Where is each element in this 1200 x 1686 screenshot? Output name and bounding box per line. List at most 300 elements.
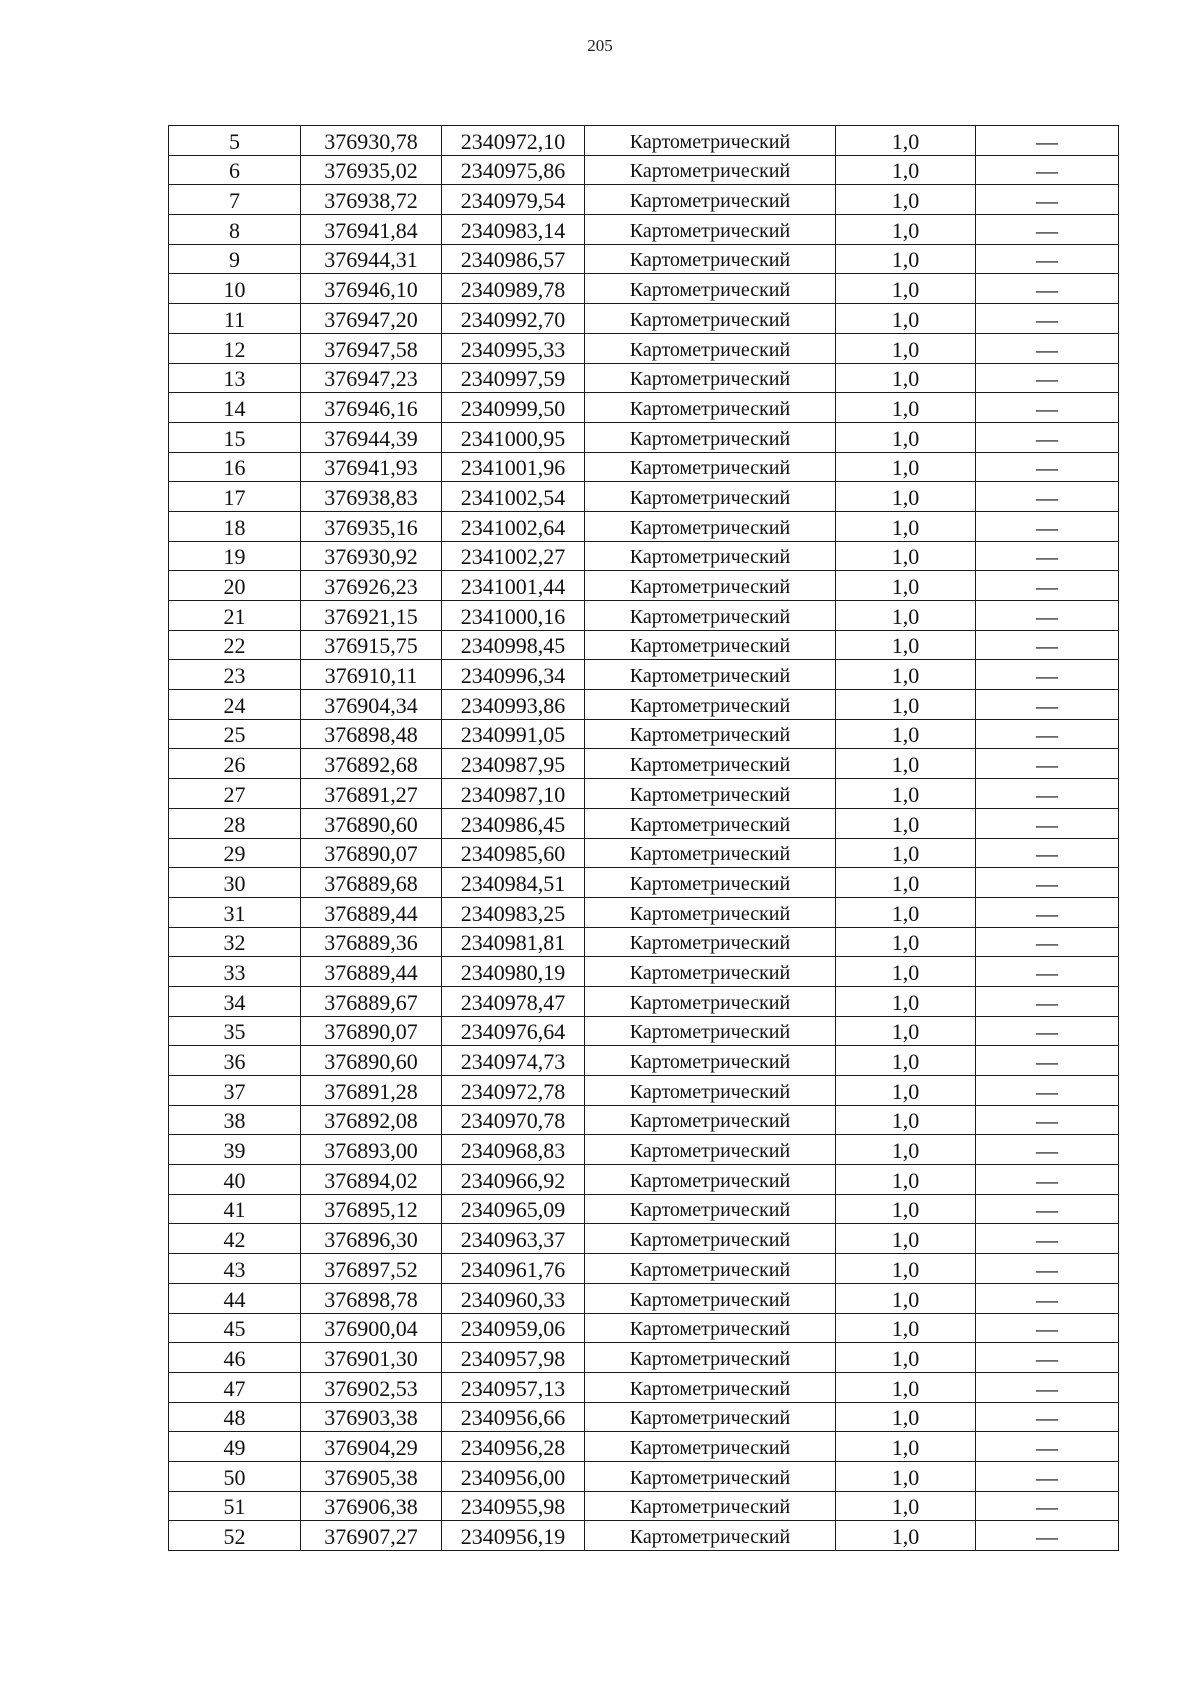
y-coordinate-cell: 2340987,10 [442, 779, 585, 809]
method-cell: Картометрический [585, 304, 836, 334]
dash-cell: — [976, 1491, 1119, 1521]
point-number-cell: 46 [169, 1343, 301, 1373]
method-cell: Картометрический [585, 571, 836, 601]
accuracy-cell: 1,0 [836, 215, 976, 245]
point-number-cell: 9 [169, 244, 301, 274]
coordinates-table-body [169, 126, 1119, 1551]
point-number-cell: 42 [169, 1224, 301, 1254]
method-cell: Картометрический [585, 927, 836, 957]
method-cell: Картометрический [585, 333, 836, 363]
method-cell: Картометрический [585, 126, 836, 156]
accuracy-cell: 1,0 [836, 274, 976, 304]
point-number-cell: 24 [169, 690, 301, 720]
method-cell: Картометрический [585, 452, 836, 482]
x-coordinate-cell: 376946,10 [301, 274, 442, 304]
method-cell: Картометрический [585, 511, 836, 541]
dash-cell: — [976, 1135, 1119, 1165]
method-cell: Картометрический [585, 1372, 836, 1402]
dash-cell: — [976, 1432, 1119, 1462]
dash-cell: — [976, 660, 1119, 690]
table-row [169, 986, 1119, 1016]
point-number-cell: 38 [169, 1105, 301, 1135]
y-coordinate-cell: 2340993,86 [442, 690, 585, 720]
y-coordinate-cell: 2340957,98 [442, 1343, 585, 1373]
dash-cell: — [976, 1402, 1119, 1432]
accuracy-cell: 1,0 [836, 1313, 976, 1343]
point-number-cell: 45 [169, 1313, 301, 1343]
x-coordinate-cell: 376889,44 [301, 897, 442, 927]
y-coordinate-cell: 2340986,57 [442, 244, 585, 274]
x-coordinate-cell: 376895,12 [301, 1194, 442, 1224]
dash-cell: — [976, 1521, 1119, 1551]
point-number-cell: 25 [169, 719, 301, 749]
accuracy-cell: 1,0 [836, 422, 976, 452]
y-coordinate-cell: 2340974,73 [442, 1046, 585, 1076]
y-coordinate-cell: 2340961,76 [442, 1254, 585, 1284]
table-row [169, 1046, 1119, 1076]
dash-cell: — [976, 333, 1119, 363]
y-coordinate-cell: 2340996,34 [442, 660, 585, 690]
accuracy-cell: 1,0 [836, 393, 976, 423]
y-coordinate-cell: 2340976,64 [442, 1016, 585, 1046]
method-cell: Картометрический [585, 1283, 836, 1313]
point-number-cell: 14 [169, 393, 301, 423]
point-number-cell: 50 [169, 1461, 301, 1491]
table-row [169, 215, 1119, 245]
accuracy-cell: 1,0 [836, 482, 976, 512]
dash-cell: — [976, 1105, 1119, 1135]
table-row [169, 601, 1119, 631]
y-coordinate-cell: 2340980,19 [442, 957, 585, 987]
method-cell: Картометрический [585, 1254, 836, 1284]
point-number-cell: 32 [169, 927, 301, 957]
point-number-cell: 41 [169, 1194, 301, 1224]
point-number-cell: 12 [169, 333, 301, 363]
point-number-cell: 17 [169, 482, 301, 512]
method-cell: Картометрический [585, 1343, 836, 1373]
method-cell: Картометрический [585, 808, 836, 838]
table-row [169, 482, 1119, 512]
accuracy-cell: 1,0 [836, 1105, 976, 1135]
point-number-cell: 7 [169, 185, 301, 215]
dash-cell: — [976, 957, 1119, 987]
method-cell: Картометрический [585, 393, 836, 423]
x-coordinate-cell: 376889,68 [301, 868, 442, 898]
x-coordinate-cell: 376890,07 [301, 838, 442, 868]
method-cell: Картометрический [585, 1461, 836, 1491]
accuracy-cell: 1,0 [836, 808, 976, 838]
y-coordinate-cell: 2340979,54 [442, 185, 585, 215]
x-coordinate-cell: 376897,52 [301, 1254, 442, 1284]
y-coordinate-cell: 2340981,81 [442, 927, 585, 957]
point-number-cell: 36 [169, 1046, 301, 1076]
method-cell: Картометрический [585, 749, 836, 779]
accuracy-cell: 1,0 [836, 779, 976, 809]
y-coordinate-cell: 2340992,70 [442, 304, 585, 334]
table-row [169, 1343, 1119, 1373]
x-coordinate-cell: 376930,92 [301, 541, 442, 571]
dash-cell: — [976, 1254, 1119, 1284]
y-coordinate-cell: 2340955,98 [442, 1491, 585, 1521]
method-cell: Картометрический [585, 719, 836, 749]
point-number-cell: 18 [169, 511, 301, 541]
method-cell: Картометрический [585, 541, 836, 571]
dash-cell: — [976, 690, 1119, 720]
x-coordinate-cell: 376915,75 [301, 630, 442, 660]
y-coordinate-cell: 2341002,54 [442, 482, 585, 512]
method-cell: Картометрический [585, 630, 836, 660]
point-number-cell: 10 [169, 274, 301, 304]
y-coordinate-cell: 2341000,16 [442, 601, 585, 631]
y-coordinate-cell: 2340970,78 [442, 1105, 585, 1135]
accuracy-cell: 1,0 [836, 986, 976, 1016]
accuracy-cell: 1,0 [836, 1254, 976, 1284]
y-coordinate-cell: 2340999,50 [442, 393, 585, 423]
accuracy-cell: 1,0 [836, 244, 976, 274]
y-coordinate-cell: 2340989,78 [442, 274, 585, 304]
method-cell: Картометрический [585, 1165, 836, 1195]
method-cell: Картометрический [585, 244, 836, 274]
accuracy-cell: 1,0 [836, 126, 976, 156]
x-coordinate-cell: 376907,27 [301, 1521, 442, 1551]
table-row [169, 927, 1119, 957]
method-cell: Картометрический [585, 1194, 836, 1224]
y-coordinate-cell: 2340963,37 [442, 1224, 585, 1254]
x-coordinate-cell: 376892,68 [301, 749, 442, 779]
dash-cell: — [976, 1016, 1119, 1046]
x-coordinate-cell: 376905,38 [301, 1461, 442, 1491]
table-row [169, 690, 1119, 720]
dash-cell: — [976, 422, 1119, 452]
dash-cell: — [976, 749, 1119, 779]
accuracy-cell: 1,0 [836, 749, 976, 779]
x-coordinate-cell: 376944,39 [301, 422, 442, 452]
point-number-cell: 27 [169, 779, 301, 809]
accuracy-cell: 1,0 [836, 333, 976, 363]
table-row [169, 808, 1119, 838]
point-number-cell: 31 [169, 897, 301, 927]
table-row [169, 1016, 1119, 1046]
y-coordinate-cell: 2341000,95 [442, 422, 585, 452]
table-row [169, 779, 1119, 809]
point-number-cell: 34 [169, 986, 301, 1016]
accuracy-cell: 1,0 [836, 155, 976, 185]
point-number-cell: 5 [169, 126, 301, 156]
accuracy-cell: 1,0 [836, 1194, 976, 1224]
dash-cell: — [976, 126, 1119, 156]
page-number: 205 [587, 36, 613, 55]
dash-cell: — [976, 601, 1119, 631]
table-row [169, 541, 1119, 571]
dash-cell: — [976, 1343, 1119, 1373]
table-row [169, 1432, 1119, 1462]
y-coordinate-cell: 2341002,64 [442, 511, 585, 541]
table-row [169, 660, 1119, 690]
y-coordinate-cell: 2340959,06 [442, 1313, 585, 1343]
x-coordinate-cell: 376935,02 [301, 155, 442, 185]
method-cell: Картометрический [585, 660, 836, 690]
method-cell: Картометрический [585, 482, 836, 512]
point-number-cell: 26 [169, 749, 301, 779]
point-number-cell: 23 [169, 660, 301, 690]
point-number-cell: 20 [169, 571, 301, 601]
accuracy-cell: 1,0 [836, 1224, 976, 1254]
table-row [169, 1521, 1119, 1551]
x-coordinate-cell: 376926,23 [301, 571, 442, 601]
x-coordinate-cell: 376896,30 [301, 1224, 442, 1254]
method-cell: Картометрический [585, 1224, 836, 1254]
table-row [169, 393, 1119, 423]
accuracy-cell: 1,0 [836, 1283, 976, 1313]
x-coordinate-cell: 376947,58 [301, 333, 442, 363]
y-coordinate-cell: 2340987,95 [442, 749, 585, 779]
y-coordinate-cell: 2340998,45 [442, 630, 585, 660]
table-row [169, 422, 1119, 452]
table-row [169, 749, 1119, 779]
point-number-cell: 19 [169, 541, 301, 571]
table-row [169, 1224, 1119, 1254]
accuracy-cell: 1,0 [836, 719, 976, 749]
dash-cell: — [976, 1283, 1119, 1313]
point-number-cell: 40 [169, 1165, 301, 1195]
x-coordinate-cell: 376941,93 [301, 452, 442, 482]
x-coordinate-cell: 376889,44 [301, 957, 442, 987]
accuracy-cell: 1,0 [836, 601, 976, 631]
dash-cell: — [976, 185, 1119, 215]
accuracy-cell: 1,0 [836, 571, 976, 601]
point-number-cell: 52 [169, 1521, 301, 1551]
x-coordinate-cell: 376938,72 [301, 185, 442, 215]
y-coordinate-cell: 2340956,00 [442, 1461, 585, 1491]
point-number-cell: 37 [169, 1076, 301, 1106]
table-row [169, 274, 1119, 304]
dash-cell: — [976, 541, 1119, 571]
x-coordinate-cell: 376889,36 [301, 927, 442, 957]
table-row [169, 1135, 1119, 1165]
table-row [169, 304, 1119, 334]
method-cell: Картометрический [585, 1313, 836, 1343]
table-row [169, 868, 1119, 898]
point-number-cell: 47 [169, 1372, 301, 1402]
accuracy-cell: 1,0 [836, 1135, 976, 1165]
table-row [169, 333, 1119, 363]
method-cell: Картометрический [585, 690, 836, 720]
point-number-cell: 43 [169, 1254, 301, 1284]
x-coordinate-cell: 376904,34 [301, 690, 442, 720]
x-coordinate-cell: 376898,78 [301, 1283, 442, 1313]
point-number-cell: 21 [169, 601, 301, 631]
method-cell: Картометрический [585, 155, 836, 185]
x-coordinate-cell: 376891,27 [301, 779, 442, 809]
method-cell: Картометрический [585, 897, 836, 927]
method-cell: Картометрический [585, 868, 836, 898]
x-coordinate-cell: 376904,29 [301, 1432, 442, 1462]
x-coordinate-cell: 376944,31 [301, 244, 442, 274]
x-coordinate-cell: 376946,16 [301, 393, 442, 423]
x-coordinate-cell: 376890,60 [301, 808, 442, 838]
y-coordinate-cell: 2340984,51 [442, 868, 585, 898]
table-row [169, 1313, 1119, 1343]
y-coordinate-cell: 2340983,14 [442, 215, 585, 245]
accuracy-cell: 1,0 [836, 1343, 976, 1373]
y-coordinate-cell: 2340985,60 [442, 838, 585, 868]
x-coordinate-cell: 376941,84 [301, 215, 442, 245]
x-coordinate-cell: 376891,28 [301, 1076, 442, 1106]
point-number-cell: 44 [169, 1283, 301, 1313]
method-cell: Картометрический [585, 957, 836, 987]
method-cell: Картометрический [585, 1016, 836, 1046]
x-coordinate-cell: 376910,11 [301, 660, 442, 690]
accuracy-cell: 1,0 [836, 630, 976, 660]
accuracy-cell: 1,0 [836, 927, 976, 957]
dash-cell: — [976, 482, 1119, 512]
y-coordinate-cell: 2340956,19 [442, 1521, 585, 1551]
accuracy-cell: 1,0 [836, 1165, 976, 1195]
x-coordinate-cell: 376892,08 [301, 1105, 442, 1135]
point-number-cell: 15 [169, 422, 301, 452]
accuracy-cell: 1,0 [836, 185, 976, 215]
table-row [169, 1076, 1119, 1106]
x-coordinate-cell: 376898,48 [301, 719, 442, 749]
dash-cell: — [976, 897, 1119, 927]
y-coordinate-cell: 2341001,96 [442, 452, 585, 482]
y-coordinate-cell: 2340957,13 [442, 1372, 585, 1402]
point-number-cell: 6 [169, 155, 301, 185]
y-coordinate-cell: 2340983,25 [442, 897, 585, 927]
method-cell: Картометрический [585, 1076, 836, 1106]
x-coordinate-cell: 376947,23 [301, 363, 442, 393]
y-coordinate-cell: 2340972,78 [442, 1076, 585, 1106]
table-row [169, 1165, 1119, 1195]
accuracy-cell: 1,0 [836, 304, 976, 334]
point-number-cell: 28 [169, 808, 301, 838]
point-number-cell: 39 [169, 1135, 301, 1165]
dash-cell: — [976, 244, 1119, 274]
method-cell: Картометрический [585, 1402, 836, 1432]
method-cell: Картометрический [585, 215, 836, 245]
method-cell: Картометрический [585, 1432, 836, 1462]
x-coordinate-cell: 376901,30 [301, 1343, 442, 1373]
x-coordinate-cell: 376947,20 [301, 304, 442, 334]
table-row [169, 1194, 1119, 1224]
point-number-cell: 16 [169, 452, 301, 482]
method-cell: Картометрический [585, 1521, 836, 1551]
x-coordinate-cell: 376893,00 [301, 1135, 442, 1165]
dash-cell: — [976, 630, 1119, 660]
dash-cell: — [976, 1224, 1119, 1254]
table-row [169, 185, 1119, 215]
point-number-cell: 29 [169, 838, 301, 868]
y-coordinate-cell: 2340972,10 [442, 126, 585, 156]
method-cell: Картометрический [585, 1491, 836, 1521]
y-coordinate-cell: 2341001,44 [442, 571, 585, 601]
y-coordinate-cell: 2340960,33 [442, 1283, 585, 1313]
dash-cell: — [976, 1313, 1119, 1343]
dash-cell: — [976, 274, 1119, 304]
dash-cell: — [976, 393, 1119, 423]
method-cell: Картометрический [585, 601, 836, 631]
accuracy-cell: 1,0 [836, 1076, 976, 1106]
dash-cell: — [976, 571, 1119, 601]
dash-cell: — [976, 452, 1119, 482]
accuracy-cell: 1,0 [836, 660, 976, 690]
x-coordinate-cell: 376935,16 [301, 511, 442, 541]
method-cell: Картометрический [585, 838, 836, 868]
table-row [169, 630, 1119, 660]
y-coordinate-cell: 2340956,28 [442, 1432, 585, 1462]
method-cell: Картометрический [585, 1105, 836, 1135]
dash-cell: — [976, 1076, 1119, 1106]
accuracy-cell: 1,0 [836, 1432, 976, 1462]
table-row [169, 957, 1119, 987]
y-coordinate-cell: 2340978,47 [442, 986, 585, 1016]
y-coordinate-cell: 2340991,05 [442, 719, 585, 749]
dash-cell: — [976, 838, 1119, 868]
table-row [169, 838, 1119, 868]
dash-cell: — [976, 1372, 1119, 1402]
dash-cell: — [976, 1165, 1119, 1195]
y-coordinate-cell: 2340965,09 [442, 1194, 585, 1224]
dash-cell: — [976, 1461, 1119, 1491]
accuracy-cell: 1,0 [836, 838, 976, 868]
accuracy-cell: 1,0 [836, 452, 976, 482]
table-row [169, 1402, 1119, 1432]
y-coordinate-cell: 2340966,92 [442, 1165, 585, 1195]
dash-cell: — [976, 215, 1119, 245]
point-number-cell: 11 [169, 304, 301, 334]
dash-cell: — [976, 363, 1119, 393]
x-coordinate-cell: 376894,02 [301, 1165, 442, 1195]
table-row [169, 1105, 1119, 1135]
x-coordinate-cell: 376906,38 [301, 1491, 442, 1521]
accuracy-cell: 1,0 [836, 690, 976, 720]
method-cell: Картометрический [585, 986, 836, 1016]
point-number-cell: 22 [169, 630, 301, 660]
dash-cell: — [976, 719, 1119, 749]
table-row [169, 571, 1119, 601]
table-row [169, 897, 1119, 927]
x-coordinate-cell: 376938,83 [301, 482, 442, 512]
accuracy-cell: 1,0 [836, 1521, 976, 1551]
point-number-cell: 48 [169, 1402, 301, 1432]
y-coordinate-cell: 2340997,59 [442, 363, 585, 393]
table-row [169, 452, 1119, 482]
accuracy-cell: 1,0 [836, 897, 976, 927]
dash-cell: — [976, 1046, 1119, 1076]
y-coordinate-cell: 2341002,27 [442, 541, 585, 571]
table-row [169, 244, 1119, 274]
dash-cell: — [976, 868, 1119, 898]
dash-cell: — [976, 155, 1119, 185]
table-row [169, 126, 1119, 156]
table-row [169, 155, 1119, 185]
y-coordinate-cell: 2340995,33 [442, 333, 585, 363]
dash-cell: — [976, 304, 1119, 334]
method-cell: Картометрический [585, 1135, 836, 1165]
accuracy-cell: 1,0 [836, 1372, 976, 1402]
coordinates-table [168, 125, 1119, 1551]
point-number-cell: 30 [169, 868, 301, 898]
method-cell: Картометрический [585, 779, 836, 809]
point-number-cell: 33 [169, 957, 301, 987]
accuracy-cell: 1,0 [836, 1461, 976, 1491]
table-row [169, 1372, 1119, 1402]
accuracy-cell: 1,0 [836, 363, 976, 393]
point-number-cell: 13 [169, 363, 301, 393]
table-row [169, 1491, 1119, 1521]
x-coordinate-cell: 376889,67 [301, 986, 442, 1016]
method-cell: Картометрический [585, 274, 836, 304]
